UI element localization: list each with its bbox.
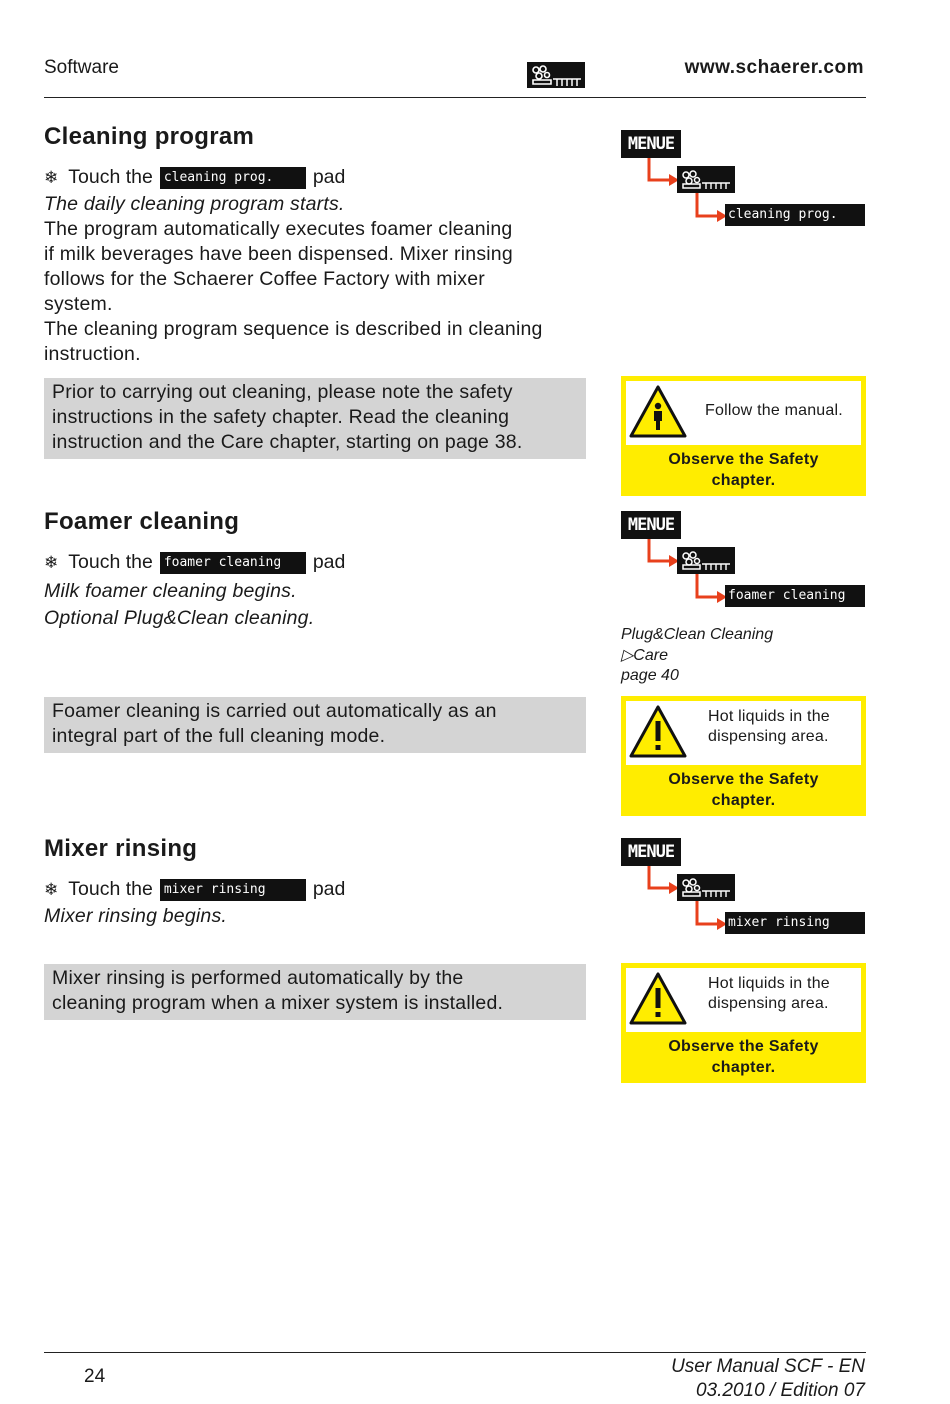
observe-safety-line: Observe the Safety: [668, 771, 819, 788]
cleaning-menu-icon[interactable]: [677, 547, 735, 574]
footer-edition: 03.2010 / Edition 07: [695, 1380, 865, 1401]
exclamation-warning-icon: [628, 704, 688, 760]
warning-text-line: dispensing area.: [708, 728, 829, 745]
body-line: system.: [44, 293, 113, 315]
observe-safety-line: chapter.: [711, 472, 776, 489]
menu-target-cleaning-prog[interactable]: cleaning prog.: [725, 204, 865, 226]
person-warning-icon: [628, 384, 688, 440]
menue-button[interactable]: MENUE: [621, 838, 681, 866]
touch-prefix: Touch the: [68, 166, 153, 188]
section-body: [44, 904, 227, 929]
touch-suffix: pad: [312, 551, 346, 573]
warning-text: [708, 707, 830, 747]
observe-safety-line: chapter.: [711, 1059, 776, 1076]
body-line: Milk foamer cleaning begins.: [44, 580, 297, 602]
body-line: The daily cleaning program starts.: [44, 193, 345, 215]
bullet-icon: ❄: [44, 879, 59, 899]
header-website: www.schaerer.com: [684, 57, 864, 78]
section-body: [44, 192, 543, 367]
body-line: The cleaning program sequence is described in cleaning: [44, 318, 543, 340]
exclamation-warning-icon: [628, 971, 688, 1027]
menu-path-mixer: [621, 838, 866, 938]
page-number: 24: [84, 1366, 106, 1387]
note-line: Mixer rinsing is performed automatically by the: [52, 967, 464, 989]
warning-box: [621, 376, 866, 496]
touch-suffix: pad: [312, 878, 346, 900]
warning-text-line: Hot liquids in the: [708, 975, 830, 992]
note-box: [44, 964, 586, 1020]
mixer-rinsing-pad[interactable]: mixer rinsing: [160, 879, 306, 901]
cleaning-menu-icon[interactable]: [677, 874, 735, 901]
header-section-label: Software: [44, 57, 119, 78]
plug-clean-reference: [621, 625, 773, 687]
bullet-icon: ❄: [44, 167, 59, 187]
touch-prefix: Touch the: [68, 878, 153, 900]
menu-path-cleaning: [621, 130, 866, 230]
note-line: cleaning program when a mixer system is installed.: [52, 992, 504, 1014]
body-line: instruction.: [44, 343, 141, 365]
reference-line: Plug&Clean Cleaning: [621, 626, 774, 643]
warning-text: [708, 974, 830, 1014]
note-line: Foamer cleaning is carried out automatically as an: [52, 700, 497, 722]
warning-text: Follow the manual.: [705, 402, 843, 419]
touch-instruction: [44, 551, 345, 574]
body-line: Mixer rinsing begins.: [44, 905, 228, 927]
reference-line: page 40: [621, 667, 679, 684]
touch-instruction: [44, 166, 345, 189]
warning-text-line: dispensing area.: [708, 995, 829, 1012]
section-body: [44, 578, 314, 632]
body-line: if milk beverages have been dispensed. Mixer rinsing: [44, 243, 513, 265]
section-title-cleaning-program: Cleaning program: [44, 123, 255, 150]
menu-target-foamer-cleaning[interactable]: foamer cleaning: [725, 585, 865, 607]
note-box: [44, 697, 586, 753]
warning-text-line: Hot liquids in the: [708, 708, 830, 725]
body-line: The program automatically executes foamer cleaning: [44, 218, 513, 240]
touch-instruction: [44, 878, 345, 901]
menue-button[interactable]: MENUE: [621, 130, 681, 158]
body-line: Optional Plug&Clean cleaning.: [44, 607, 315, 629]
warning-box: [621, 696, 866, 816]
footer-manual-title: User Manual SCF - EN: [671, 1356, 865, 1377]
section-title-foamer-cleaning: Foamer cleaning: [44, 508, 240, 535]
touch-prefix: Touch the: [68, 551, 153, 573]
body-line: follows for the Schaerer Coffee Factory with mixer: [44, 268, 485, 290]
touch-suffix: pad: [312, 166, 346, 188]
note-line: Prior to carrying out cleaning, please note the safety: [52, 381, 513, 403]
note-line: instructions in the safety chapter. Read the cleaning: [52, 406, 510, 428]
warning-box: [621, 963, 866, 1083]
foamer-cleaning-pad[interactable]: foamer cleaning: [160, 552, 306, 574]
coffee-machine-icon: [527, 62, 585, 88]
cleaning-menu-icon[interactable]: [677, 166, 735, 193]
menu-path-foamer: [621, 511, 866, 611]
cleaning-prog-pad[interactable]: cleaning prog.: [160, 167, 306, 189]
header-rule: [44, 97, 866, 98]
observe-safety-line: Observe the Safety: [668, 1038, 819, 1055]
bullet-icon: ❄: [44, 552, 59, 572]
note-box: [44, 378, 586, 459]
menue-button[interactable]: MENUE: [621, 511, 681, 539]
section-title-mixer-rinsing: Mixer rinsing: [44, 835, 198, 862]
footer-rule: [44, 1352, 866, 1353]
note-line: instruction and the Care chapter, starting on page 38.: [52, 431, 523, 453]
reference-line: ▷Care: [621, 646, 668, 664]
menu-target-mixer-rinsing[interactable]: mixer rinsing: [725, 912, 865, 934]
observe-safety-line: chapter.: [711, 792, 776, 809]
observe-safety-line: Observe the Safety: [668, 451, 819, 468]
note-line: integral part of the full cleaning mode.: [52, 725, 386, 747]
